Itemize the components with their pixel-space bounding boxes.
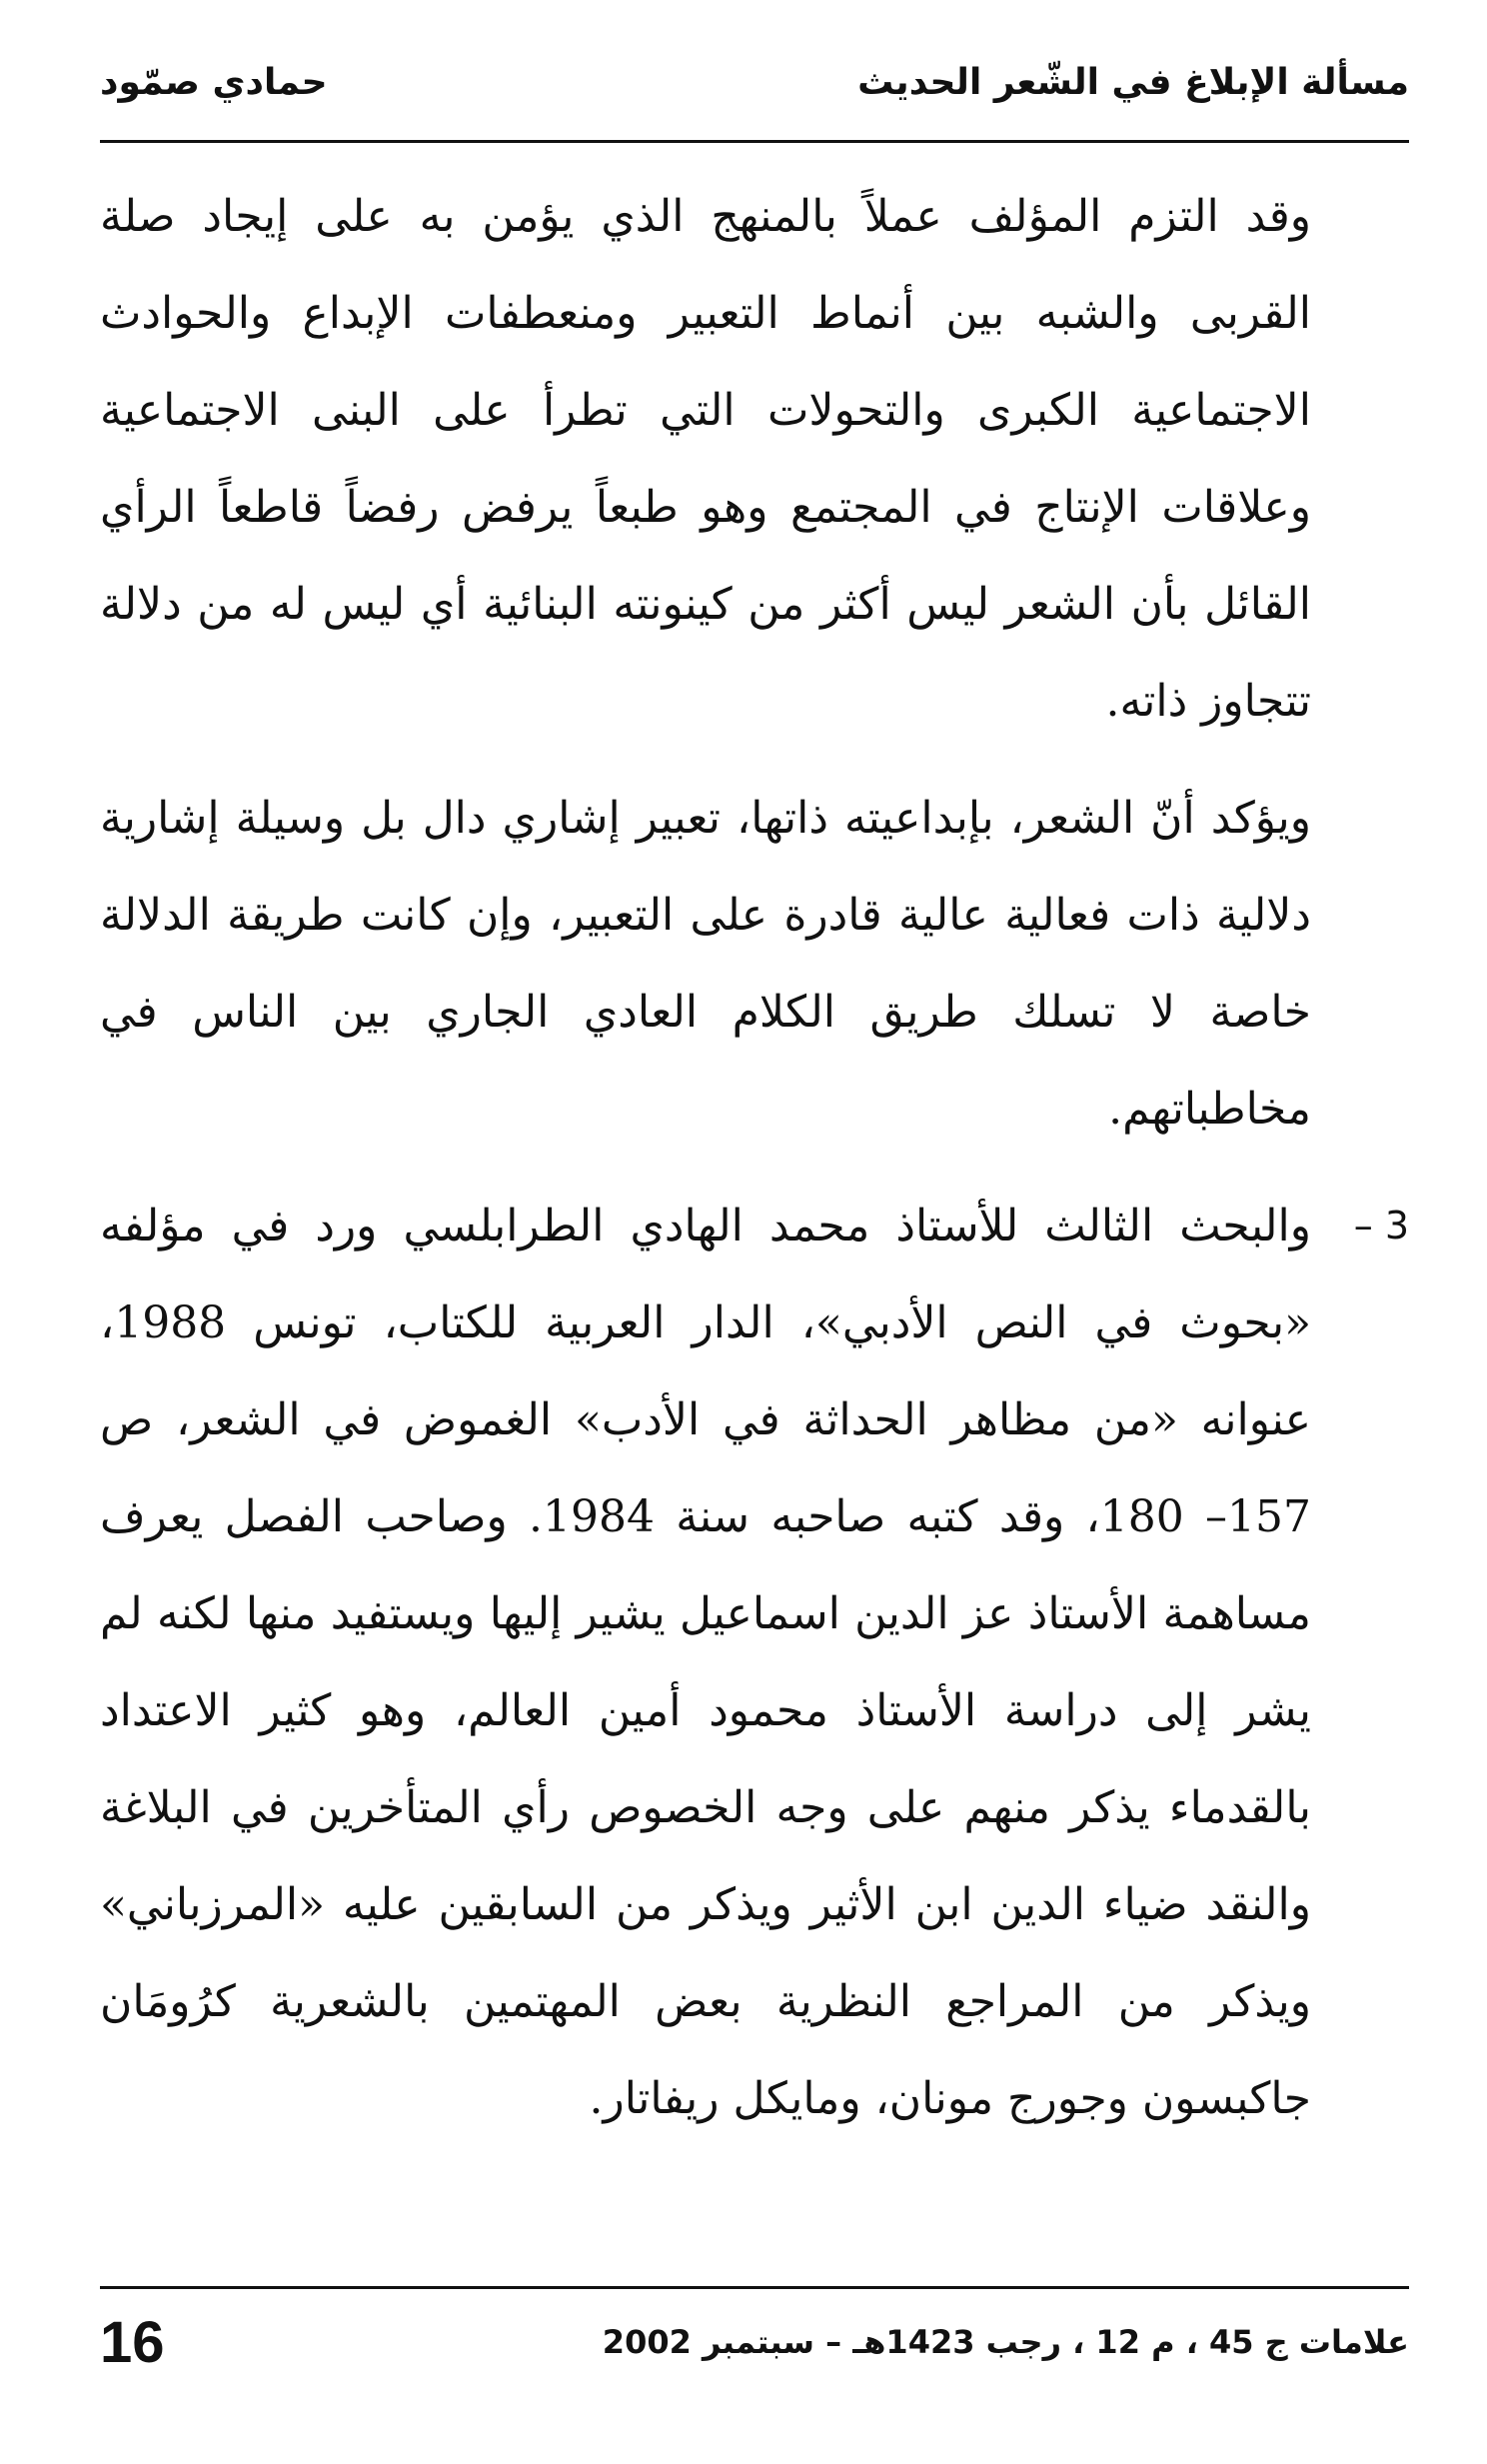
paragraph-1: وقد التزم المؤلف عملاً بالمنهج الذي يؤمن به على إيجاد صلة القربى والشبه بين أنماط التعبير ومنعطفات الإبداع والحوادث الاجتماعية الكبرى والتحولات التي تطرأ على البنى الاجتماعية وعلاقات الإنتاج في المجتمع وهو طبعاً يرفض رفضاً قاطعاً الرأي القائل بأن الشعر ليس أكثر من كينونته البنائية أي ليس له من دلالة تتجاوز ذاته. [100, 191, 1311, 727]
item-number: 3 – [1353, 1204, 1409, 1247]
journal-reference: علامات ج 45 ، م 12 ، رجب 1423هـ – سبتمبر 2002 [602, 2323, 1409, 2361]
footer-rule [100, 2286, 1409, 2289]
running-header [100, 52, 1409, 112]
running-author: حمادي صمّود [100, 61, 328, 103]
numbered-item-3 [100, 1178, 1409, 2147]
page-footer [100, 2297, 1409, 2387]
running-title: مسألة الإبلاغ في الشّعر الحديث [857, 61, 1409, 103]
page-number: 16 [100, 2309, 165, 2375]
header-rule [100, 140, 1409, 143]
item-text: والبحث الثالث للأستاذ محمد الهادي الطرابلسي ورد في مؤلفه «بحوث في النص الأدبي»، الدار العربية للكتاب، تونس 1988، عنوانه «من مظاهر الحداثة في الأدب» الغموض في الشعر، ص 157– 180، وقد كتبه صاحبه سنة 1984. وصاحب الفصل يعرف مساهمة الأستاذ عز الدين اسماعيل يشير إليها ويستفيد منها لكنه لم يشر إلى دراسة الأستاذ محمود أمين العالم، وهو كثير الاعتداد بالقدماء يذكر منهم على وجه الخصوص رأي المتأخرين في البلاغة والنقد ضياء الدين ابن الأثير ويذكر من السابقين عليه «المرزباني» ويذكر من المراجع النظرية بعض المهتمين بالشعرية كرُومَان جاكبسون وجورج مونان، ومايكل ريفاتار. [100, 1201, 1311, 2124]
paragraph-2: ويؤكد أنّ الشعر، بإبداعيته ذاتها، تعبير إشاري دال بل وسيلة إشارية دلالية ذات فعالية عالية قادرة على التعبير، وإن كانت طريقة الدلالة خاصة لا تسلك طريق الكلام العادي الجاري بين الناس في مخاطباتهم. [100, 793, 1311, 1135]
body-text [100, 168, 1409, 2147]
